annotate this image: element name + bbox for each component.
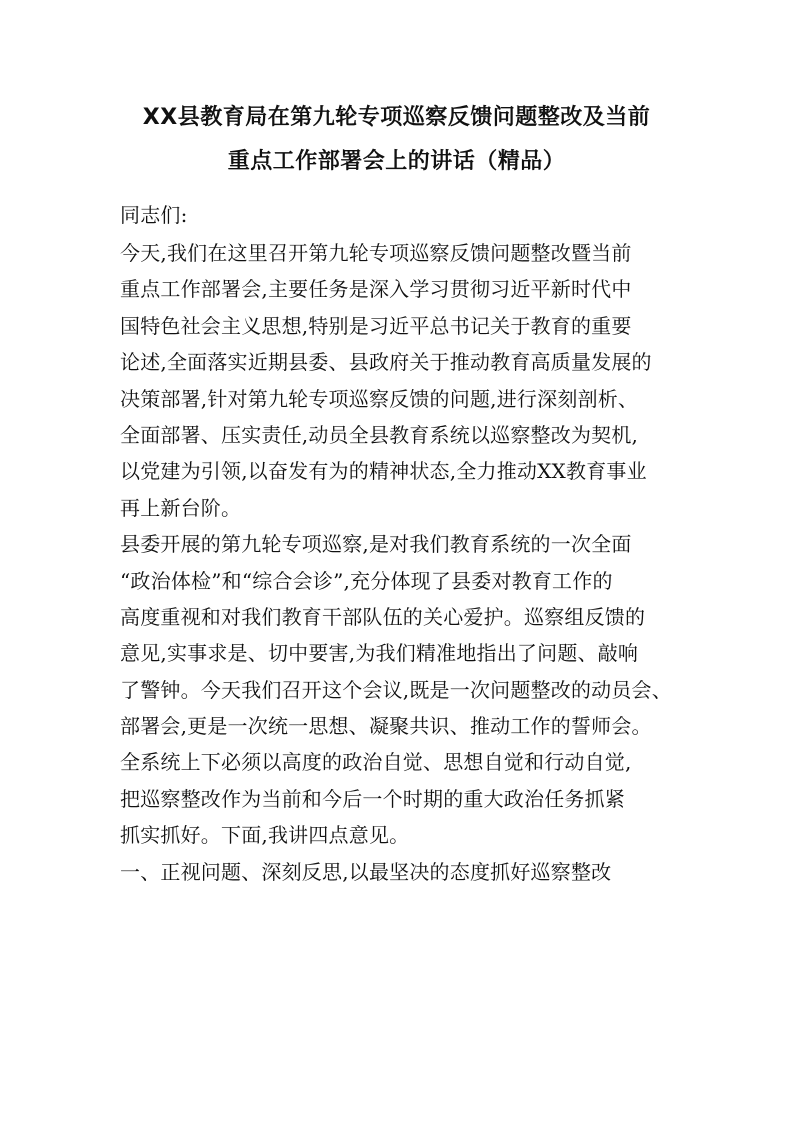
section-heading: 一、正视问题、深刻反思,以最坚决的态度抓好巡察整改 [120, 859, 612, 884]
body-line: 再上新台阶。 [120, 495, 242, 520]
salutation: 同志们: [120, 203, 188, 227]
body-line: 县委开展的第九轮专项巡察,是对我们教育系统的一次全面 [120, 532, 632, 557]
document-title-line-2: 重点工作部署会上的讲话（精品） [227, 149, 566, 174]
body-line: 部署会,更是一次统一思想、凝聚共识、推动工作的誓师会。 [120, 714, 652, 739]
body-line: 抓实抓好。下面,我讲四点意见。 [120, 823, 410, 848]
body-line: 重点工作部署会,主要任务是深入学习贯彻习近平新时代中 [120, 277, 632, 302]
document-title-line-1: XX县教育局在第九轮专项巡察反馈问题整改及当前 [142, 105, 651, 130]
body-line: 决策部署,针对第九轮专项巡察反馈的问题,进行深刻剖析、 [120, 386, 639, 411]
body-line: 意见,实事求是、切中要害,为我们精准地指出了问题、敲响 [120, 641, 639, 666]
body-line: 论述,全面落实近期县委、县政府关于推动教育高质量发展的 [120, 350, 652, 375]
body-line: 国特色社会主义思想,特别是习近平总书记关于教育的重要 [120, 313, 632, 338]
body-line: 高度重视和对我们教育干部队伍的关心爱护。巡察组反馈的 [120, 604, 646, 629]
document-body [120, 195, 700, 890]
body-line: “政治体检”和“综合会诊”,充分体现了县委对教育工作的 [120, 568, 613, 593]
body-line: 了警钟。今天我们召开这个会议,既是一次问题整改的动员会、 [120, 677, 672, 702]
body-line: 以党建为引领,以奋发有为的精神状态,全力推动XX教育事业 [120, 459, 647, 484]
body-line: 今天,我们在这里召开第九轮专项巡察反馈问题整改暨当前 [120, 241, 632, 265]
body-line: 全面部署、压实责任,动员全县教育系统以巡察整改为契机, [120, 422, 639, 447]
body-line: 把巡察整改作为当前和今后一个时期的重大政治任务抓紧 [120, 786, 625, 811]
body-line: 全系统上下必须以高度的政治自觉、思想自觉和行动自觉, [120, 750, 632, 775]
